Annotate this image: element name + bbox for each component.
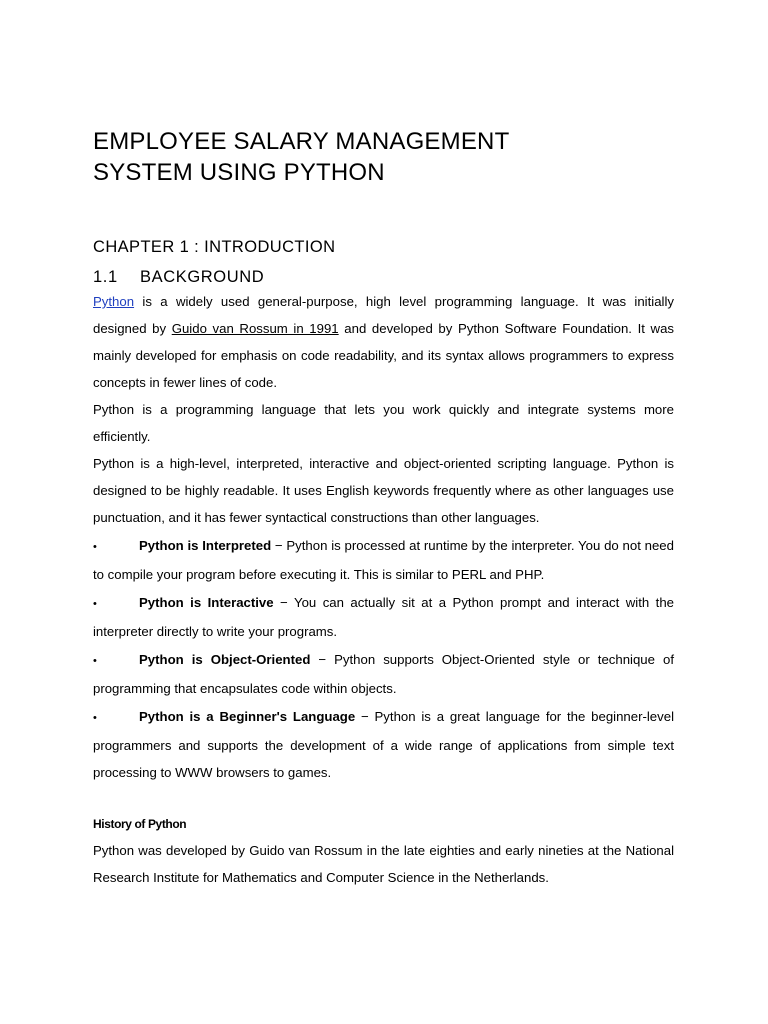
paragraph-history: Python was developed by Guido van Rossum in the late eighties and early nineties at the National Research Institute for Mathematics and Computer Science in the Netherlands.	[93, 843, 674, 885]
title-line-2: SYSTEM USING PYTHON	[93, 159, 385, 186]
python-link[interactable]: Python	[93, 294, 135, 309]
section-number: 1.1	[93, 268, 118, 286]
title-line-1: EMPLOYEE SALARY MANAGEMENT	[93, 128, 510, 155]
bullet-bold-label: Python is a Beginner's Language	[139, 709, 356, 724]
bullet-icon: •	[93, 598, 97, 610]
bullet-item-beginner	[93, 703, 674, 786]
chapter-heading: CHAPTER 1 : INTRODUCTION	[93, 238, 336, 256]
paragraph-text: and developed by Python Software Foundation. It was mainly developed for emphasis on code readability, and its syntax allows programmers to express concepts in fewer lines of code.	[93, 321, 674, 390]
bullet-bold-label: Python is Object-Oriented	[139, 652, 311, 667]
bullet-icon: •	[93, 712, 97, 724]
history-heading: History of Python	[93, 817, 187, 831]
bullet-item-interactive	[93, 589, 674, 645]
bullet-bold-label: Python is Interactive	[139, 595, 274, 610]
paragraph-python-intro	[93, 288, 674, 396]
bullet-text: − Python is a great language for the beginner-level programmers and supports the development of a wide range of applications from simple text processing to WWW browsers to games.	[93, 709, 674, 780]
section-title: BACKGROUND	[140, 268, 265, 286]
bullet-text: − You can actually sit at a Python prompt and interact with the interpreter directly to write your programs.	[93, 595, 674, 639]
document-body	[93, 288, 674, 891]
document-title	[93, 0, 674, 188]
underlined-text: Guido van Rossum in 1991	[171, 321, 339, 336]
bullet-item-object-oriented	[93, 646, 674, 702]
bullet-item-interpreted	[93, 532, 674, 588]
paragraph-python-description: Python is a high-level, interpreted, interactive and object-oriented scripting language. Python is designed to be highly readable. It uses English keywords frequently where as other languages use punctuation, and it has fewer syntactical constructions than other languages.	[93, 456, 674, 525]
bullet-bold-label: Python is Interpreted	[139, 538, 272, 553]
paragraph-python-efficiency: Python is a programming language that lets you work quickly and integrate systems more efficiently.	[93, 402, 674, 444]
bullet-icon: •	[93, 541, 97, 553]
paragraph-text: is a widely used general-purpose, high level programming language. It was initially designed by	[93, 294, 674, 336]
section-heading	[93, 266, 674, 288]
bullet-text: − Python is processed at runtime by the interpreter. You do not need to compile your program before executing it. This is similar to PERL and PHP.	[93, 538, 674, 582]
bullet-icon: •	[93, 655, 97, 667]
bullet-text: − Python supports Object-Oriented style or technique of programming that encapsulates code within objects.	[93, 652, 674, 696]
